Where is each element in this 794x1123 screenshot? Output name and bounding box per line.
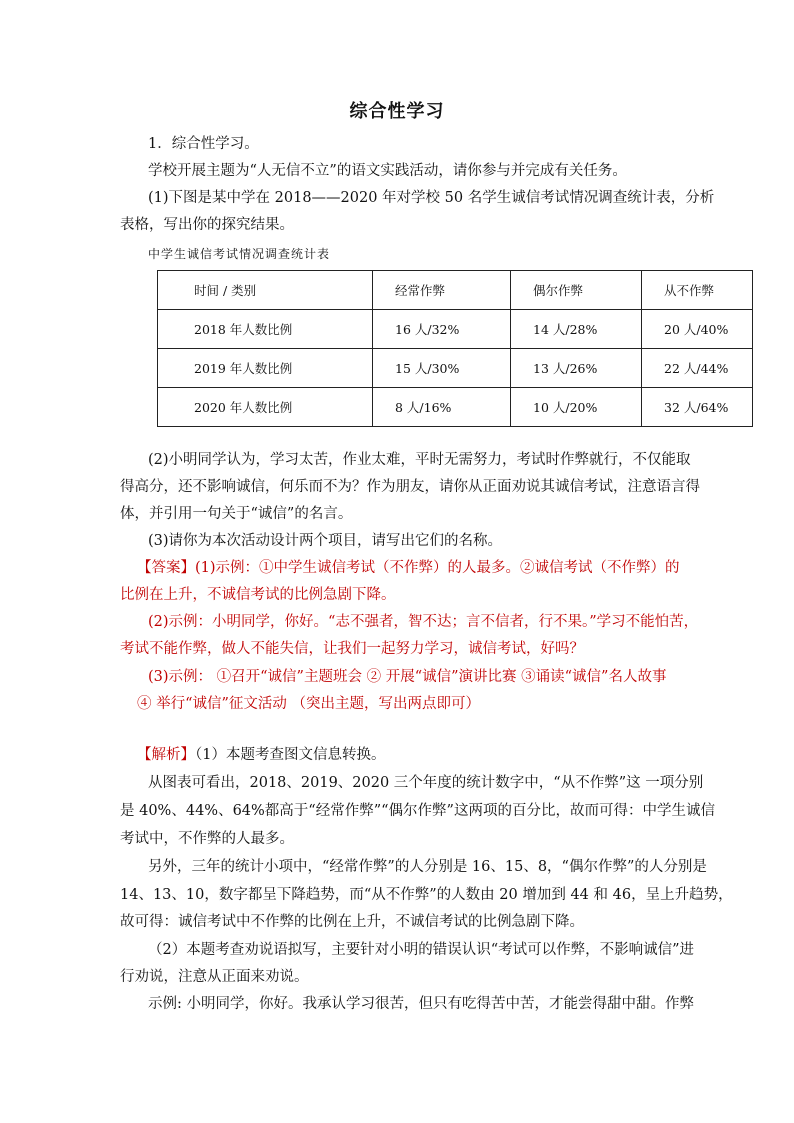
table-cell: 15 人/30%	[373, 349, 511, 388]
table-cell: 10 人/20%	[511, 388, 642, 427]
table-cell: 20 人/40%	[642, 310, 753, 349]
table-cell: 8 人/16%	[373, 388, 511, 427]
question-2-line-1: (2)小明同学认为，学习太苦，作业太难，平时无需努力，考试时作弊就行，不仅能取	[148, 452, 691, 468]
page-title: 综合性学习	[349, 101, 445, 122]
analysis-1-line-5: 14、13、10，数字都呈下降趋势，而“从不作弊”的人数由 20 增加到 44 和 46，呈上升趋势，	[120, 887, 733, 903]
analysis-tag: 【解析】	[137, 747, 195, 763]
answer-2-line-2: 考试不能作弊，做人不能失信，让我们一起努力学习，诚信考试，好吗？	[120, 641, 584, 657]
question-theme: 学校开展主题为“人无信不立”的语文实践活动，请你参与并完成有关任务。	[148, 163, 627, 179]
table-row	[158, 388, 753, 427]
analysis-1-line-4: 另外，三年的统计小项中，“经常作弊”的人分别是 16、15、8，“偶尔作弊”的人分别是	[148, 859, 707, 875]
analysis-2-line-3: 示例: 小明同学，你好。我承认学习很苦，但只有吃得苦中苦，才能尝得甜中甜。作弊	[148, 996, 694, 1012]
table-cell: 2019 年人数比例	[158, 349, 373, 388]
analysis-heading	[137, 745, 385, 765]
analysis-2-line-2: 行劝说，注意从正面来劝说。	[120, 969, 309, 985]
table-header-cell: 偶尔作弊	[511, 271, 642, 310]
table-cell: 2020 年人数比例	[158, 388, 373, 427]
analysis-1-line-2: 是 40%、44%、64%都高于“经常作弊”“偶尔作弊”这两项的百分比，故而可得：中学生诚信	[120, 803, 715, 819]
answer-2-line-1: (2)示例：小明同学，你好。“志不强者，智不达；言不信者，行不果。”学习不能怕苦，	[148, 614, 699, 630]
table-row	[158, 349, 753, 388]
answer-3-line-2: ④ 举行“诚信”征文活动 （突出主题，写出两点即可）	[137, 696, 481, 712]
table-cell: 32 人/64%	[642, 388, 753, 427]
table-header-row	[158, 271, 753, 310]
analysis-1-line-6: 故可得：诚信考试中不作弊的比例在上升，不诚信考试的比例急剧下降。	[120, 914, 584, 930]
table-cell: 13 人/26%	[511, 349, 642, 388]
answer-1-line-2: 比例在上升，不诚信考试的比例急剧下降。	[120, 587, 396, 603]
table-header-cell: 从不作弊	[642, 271, 753, 310]
analysis-1-line-3: 考试中，不作弊的人最多。	[120, 831, 294, 847]
answer-1-line-1	[137, 558, 680, 578]
answer-1-text: (1)示例：①中学生诚信考试（不作弊）的人最多。②诚信考试（不作弊）的	[195, 560, 680, 576]
table-header-cell: 经常作弊	[373, 271, 511, 310]
table-row	[158, 310, 753, 349]
question-1-line-1: (1)下图是某中学在 2018——2020 年对学校 50 名学生诚信考试情况调查统计表，分析	[148, 190, 715, 206]
analysis-1-line-1: 从图表可看出，2018、2019、2020 三个年度的统计数字中，“从不作弊”这 一项分别	[148, 775, 704, 791]
table-cell: 2018 年人数比例	[158, 310, 373, 349]
table-cell: 14 人/28%	[511, 310, 642, 349]
question-2-line-2: 得高分，还不影响诚信，何乐而不为？作为朋友，请你从正面劝说其诚信考试，注意语言得	[120, 479, 700, 495]
question-3: (3)请你为本次活动设计两个项目，请写出它们的名称。	[148, 533, 503, 549]
table-cell: 16 人/32%	[373, 310, 511, 349]
analysis-1-heading: （1）本题考查图文信息转换。	[195, 747, 386, 763]
analysis-2-line-1: （2）本题考查劝说语拟写，主要针对小明的错误认识“考试可以作弊，不影响诚信”进	[148, 942, 695, 958]
answer-tag: 【答案】	[137, 560, 195, 576]
table-cell: 22 人/44%	[642, 349, 753, 388]
answer-3-line-1: (3)示例： ①召开“诚信”主题班会 ② 开展“诚信”演讲比赛 ③诵读“诚信”名人故事	[148, 669, 667, 685]
table-title: 中学生诚信考试情况调查统计表	[148, 247, 331, 261]
question-1-line-2: 表格，写出你的探究结果。	[120, 217, 294, 233]
survey-table	[157, 270, 753, 427]
question-number: 1．综合性学习。	[148, 136, 259, 152]
table-header-cell: 时间 / 类别	[158, 271, 373, 310]
question-2-line-3: 体，并引用一句关于“诚信”的名言。	[120, 506, 353, 522]
